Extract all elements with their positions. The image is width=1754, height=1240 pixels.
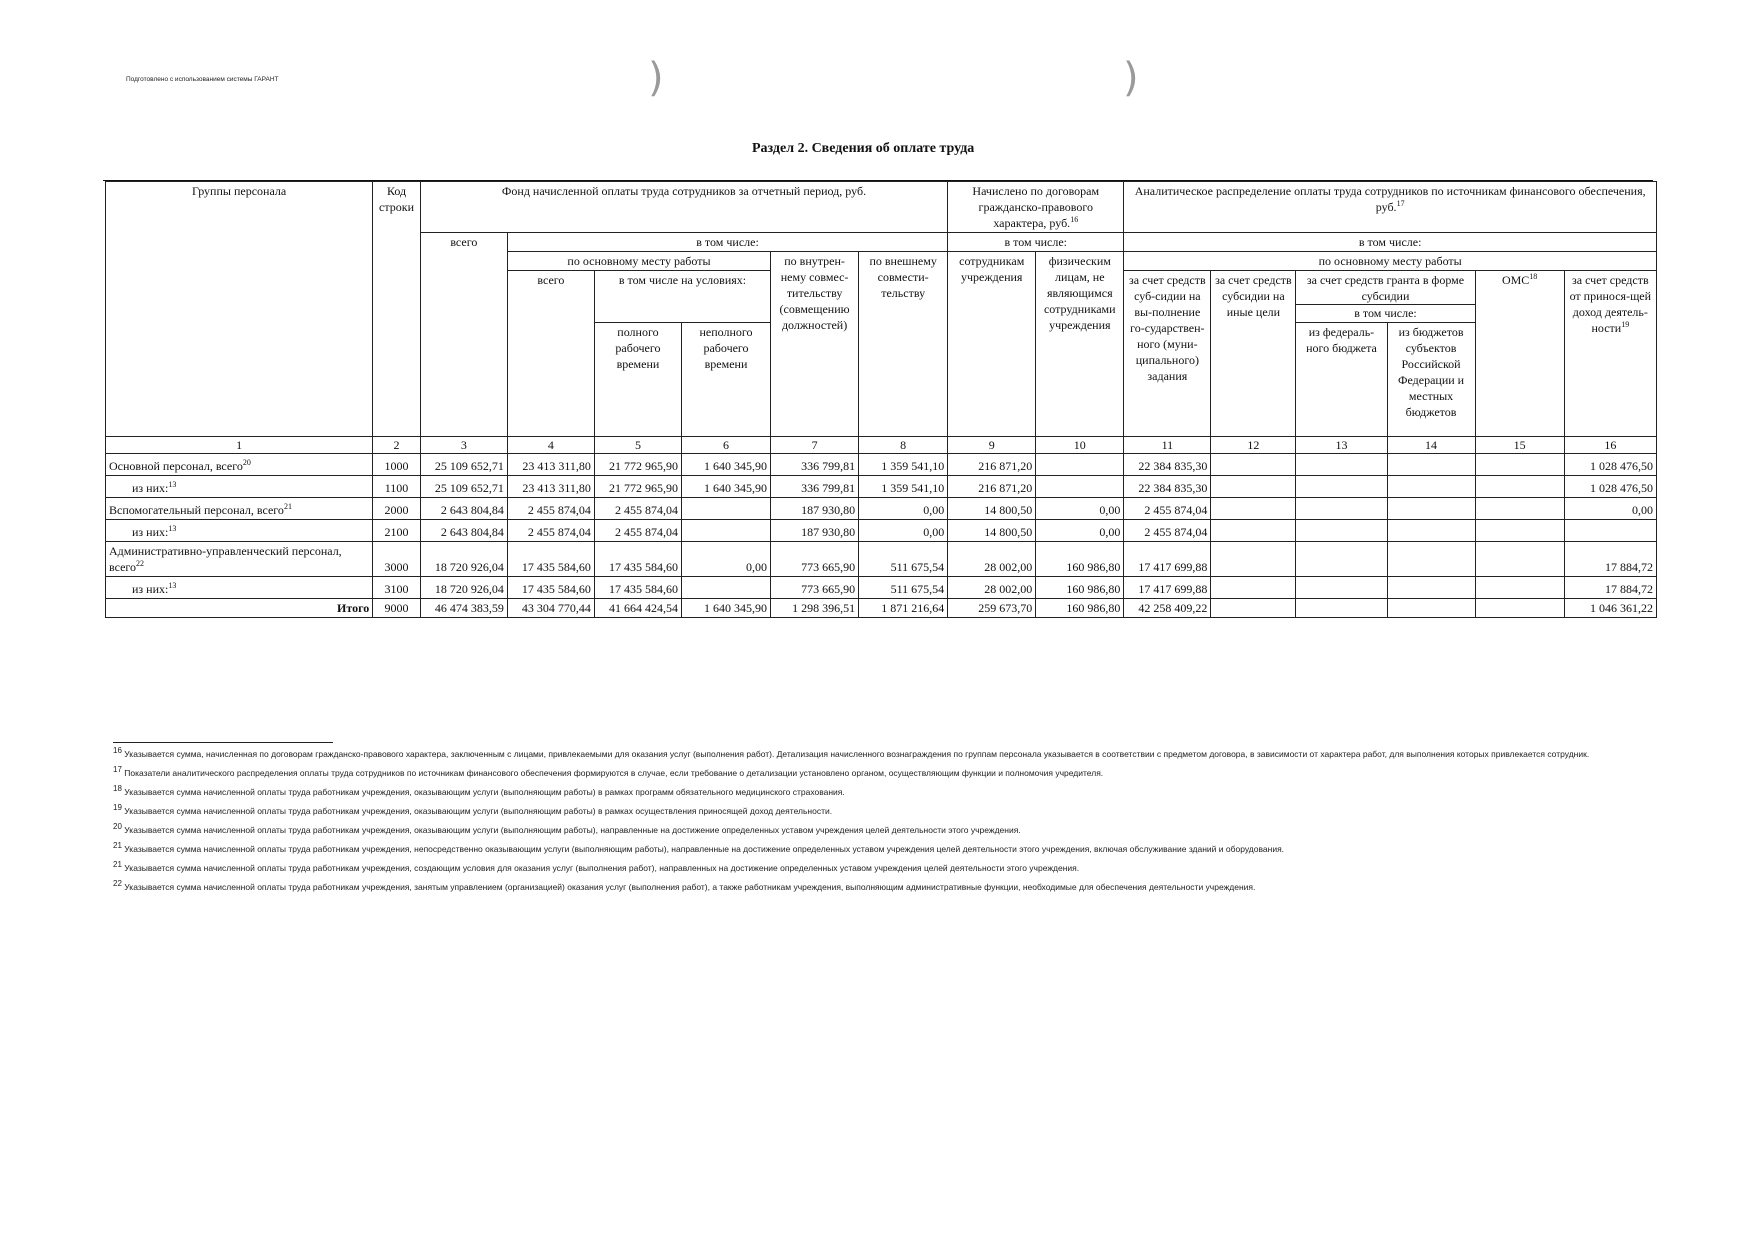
column-number: 6	[681, 437, 770, 454]
column-number: 11	[1124, 437, 1211, 454]
table-cell: 17 435 584,60	[507, 542, 594, 577]
punch-hole-mark: )	[1123, 55, 1139, 101]
row-label-text: из них:	[132, 582, 169, 596]
table-cell: 259 673,70	[948, 599, 1036, 618]
table-cell: 17 435 584,60	[594, 577, 681, 599]
column-number: 14	[1387, 437, 1475, 454]
row-code: 3000	[373, 542, 421, 577]
table-cell: 17 417 699,88	[1124, 542, 1211, 577]
table-cell: 18 720 926,04	[420, 542, 507, 577]
footnote-rule	[113, 742, 333, 743]
footnote	[113, 805, 1643, 818]
column-number: 2	[373, 437, 421, 454]
table-cell: 17 884,72	[1564, 542, 1656, 577]
header-incl: в том числе:	[507, 233, 947, 252]
footnote-number: 22	[113, 879, 122, 889]
table-cell	[1387, 520, 1475, 542]
table-cell: 2 643 804,84	[420, 498, 507, 520]
footnote	[113, 881, 1643, 894]
row-code: 3100	[373, 577, 421, 599]
table-cell: 1 046 361,22	[1564, 599, 1656, 618]
table-cell	[1211, 498, 1296, 520]
table-cell: 336 799,81	[771, 454, 859, 476]
table-cell	[1564, 520, 1656, 542]
row-code: 9000	[373, 599, 421, 618]
table-cell	[1296, 542, 1387, 577]
footnote-number: 18	[113, 784, 122, 794]
row-label	[106, 454, 373, 476]
table-cell: 23 413 311,80	[507, 454, 594, 476]
footnote-number: 21	[113, 860, 122, 870]
table-row	[106, 454, 1657, 476]
garant-header-note: Подготовлено с использованием системы ГАРАНТ	[126, 76, 279, 83]
header-incl-conditions: в том числе на условиях:	[594, 271, 770, 323]
table-cell: 1 871 216,64	[859, 599, 948, 618]
table-cell	[1475, 599, 1564, 618]
table-cell: 17 435 584,60	[594, 542, 681, 577]
footnote	[113, 786, 1643, 799]
table-cell: 28 002,00	[948, 542, 1036, 577]
footnote-number: 21	[113, 841, 122, 851]
table-cell: 1 640 345,90	[681, 476, 770, 498]
column-number: 3	[420, 437, 507, 454]
header-full-time: полного рабочего времени	[594, 323, 681, 437]
table-cell: 42 258 409,22	[1124, 599, 1211, 618]
table-cell	[1036, 454, 1124, 476]
table-cell	[1211, 577, 1296, 599]
column-number: 12	[1211, 437, 1296, 454]
table-cell: 1 359 541,10	[859, 476, 948, 498]
header-analytic-text: Аналитическое распределение оплаты труда сотрудников по источникам финансового обеспечения, руб.	[1134, 184, 1646, 214]
column-number: 16	[1564, 437, 1656, 454]
header-part-time: неполного рабочего времени	[681, 323, 770, 437]
row-label-text: из них:	[132, 481, 169, 495]
punch-hole-mark: )	[648, 55, 664, 101]
table-cell	[1296, 454, 1387, 476]
table-cell: 0,00	[859, 498, 948, 520]
row-label-text: Основной персонал, всего	[109, 459, 243, 473]
table-cell: 21 772 965,90	[594, 454, 681, 476]
header-total: всего	[420, 233, 507, 437]
column-number: 10	[1036, 437, 1124, 454]
header-employees: сотрудникам учреждения	[948, 252, 1036, 437]
row-label-text: Итого	[337, 601, 370, 615]
footnote-ref: 17	[1396, 199, 1405, 208]
footnote	[113, 843, 1643, 856]
table-cell	[1475, 454, 1564, 476]
table-cell: 2 455 874,04	[594, 520, 681, 542]
table-cell: 511 675,54	[859, 577, 948, 599]
header-main-place: по основному месту работы	[507, 252, 770, 271]
table-cell: 17 884,72	[1564, 577, 1656, 599]
table-body	[106, 454, 1657, 618]
table-cell	[1387, 599, 1475, 618]
footnote-text: Указывается сумма, начисленная по договорам гражданско-правового характера, заключенным с лицами, привлекаемыми для оказания услуг (выполнения работ). Детализация начисленного вознаграждения по группам персонала указывается в соответствии с предметом договора, в зависимости от характера работ, для выполнения которых привлекается сотрудник.	[124, 749, 1590, 759]
table-row	[106, 542, 1657, 577]
column-number: 9	[948, 437, 1036, 454]
header-analytic	[1124, 182, 1657, 233]
row-label-text: Административно-управленческий персонал, всего	[109, 544, 342, 574]
header-grant	[1296, 271, 1475, 323]
column-number-row	[106, 437, 1657, 454]
table-cell: 25 109 652,71	[420, 454, 507, 476]
footnote-text: Указывается сумма начисленной оплаты труда работникам учреждения, создающим условия для оказания услуг (выполнения работ), направленных на достижение определенных уставом учреждения целей деятельности этого учреждения.	[124, 863, 1080, 873]
row-code: 2000	[373, 498, 421, 520]
column-number: 15	[1475, 437, 1564, 454]
header-oms-text: ОМС	[1501, 273, 1530, 287]
table-cell	[1387, 542, 1475, 577]
column-number: 8	[859, 437, 948, 454]
header-contracts	[948, 182, 1124, 233]
header-subsidy-task: за счет средств суб-сидии на вы-полнение го-сударствен-ного (муни-ципального) задания	[1124, 271, 1211, 437]
table-cell: 41 664 424,54	[594, 599, 681, 618]
table-cell	[1475, 476, 1564, 498]
table-cell: 43 304 770,44	[507, 599, 594, 618]
table-row	[106, 498, 1657, 520]
section-title: Раздел 2. Сведения об оплате труда	[752, 141, 975, 156]
table-cell: 216 871,20	[948, 454, 1036, 476]
table-cell: 1 028 476,50	[1564, 454, 1656, 476]
table-cell: 1 028 476,50	[1564, 476, 1656, 498]
footnote-ref: 13	[168, 524, 177, 533]
table-row	[106, 577, 1657, 599]
header-main-place-analytic: по основному месту работы	[1124, 252, 1657, 271]
row-label-text: из них:	[132, 525, 169, 539]
table-cell: 2 455 874,04	[594, 498, 681, 520]
table-cell	[1296, 476, 1387, 498]
header-grant-text: за счет средств гранта в форме субсидии	[1306, 273, 1465, 303]
table-cell	[681, 520, 770, 542]
header-regional: из бюджетов субъектов Российской Федерации и местных бюджетов	[1387, 323, 1475, 437]
footnote	[113, 767, 1643, 780]
footnote-number: 16	[113, 746, 122, 756]
table-cell: 0,00	[859, 520, 948, 542]
column-number: 1	[106, 437, 373, 454]
table-cell: 1 298 396,51	[771, 599, 859, 618]
table-cell: 773 665,90	[771, 577, 859, 599]
header-federal: из федераль-ного бюджета	[1296, 323, 1387, 437]
table-cell: 1 359 541,10	[859, 454, 948, 476]
table-cell	[1036, 476, 1124, 498]
footnote-ref: 18	[1529, 272, 1538, 281]
table-cell	[1475, 542, 1564, 577]
table-cell: 0,00	[1564, 498, 1656, 520]
table-cell: 160 986,80	[1036, 542, 1124, 577]
table-header	[106, 182, 1657, 454]
header-oms	[1475, 271, 1564, 437]
table-cell: 773 665,90	[771, 542, 859, 577]
row-code: 2100	[373, 520, 421, 542]
footnote-text: Указывается сумма начисленной оплаты труда работникам учреждения, оказывающим услуги (выполняющим работы) в рамках программ обязательного медицинского страхования.	[124, 787, 845, 797]
row-label	[106, 542, 373, 577]
table-cell: 187 930,80	[771, 520, 859, 542]
footnote-text: Указывается сумма начисленной оплаты труда работникам учреждения, оказывающим услуги (выполняющим работы), направленные на достижение определенных уставом учреждения целей деятельности этого учреждения.	[124, 825, 1021, 835]
header-income-text: за счет средств от принося-щей доход деятель-ности	[1569, 273, 1652, 335]
table-cell: 22 384 835,30	[1124, 454, 1211, 476]
footnote-number: 20	[113, 822, 122, 832]
table-cell: 2 455 874,04	[507, 520, 594, 542]
table-cell: 511 675,54	[859, 542, 948, 577]
table-cell: 21 772 965,90	[594, 476, 681, 498]
table-cell: 22 384 835,30	[1124, 476, 1211, 498]
table-cell: 46 474 383,59	[420, 599, 507, 618]
footnote	[113, 824, 1643, 837]
footnote	[113, 862, 1643, 875]
table-cell	[1296, 599, 1387, 618]
row-label-text: Вспомогательный персонал, всего	[109, 503, 284, 517]
table-cell: 2 455 874,04	[507, 498, 594, 520]
header-incl-contracts: в том числе:	[948, 233, 1124, 252]
table-cell: 17 417 699,88	[1124, 577, 1211, 599]
header-groups: Группы персонала	[106, 182, 373, 437]
header-code: Код строки	[373, 182, 421, 437]
header-fund: Фонд начисленной оплаты труда сотрудников за отчетный период, руб.	[420, 182, 947, 233]
footnote-number: 17	[113, 765, 122, 775]
header-income	[1564, 271, 1656, 437]
table-cell: 25 109 652,71	[420, 476, 507, 498]
column-number: 7	[771, 437, 859, 454]
table-cell: 2 455 874,04	[1124, 498, 1211, 520]
table-cell: 160 986,80	[1036, 577, 1124, 599]
table-cell: 17 435 584,60	[507, 577, 594, 599]
header-contracts-text: Начислено по договорам гражданско-правового характера, руб.	[972, 184, 1100, 230]
table-row	[106, 476, 1657, 498]
table-cell: 14 800,50	[948, 498, 1036, 520]
row-label	[106, 498, 373, 520]
footnote-text: Указывается сумма начисленной оплаты труда работникам учреждения, непосредственно оказывающим услуги (выполняющим работы), направленные на достижение определенных уставом учреждения целей деятельности этого учреждения, включая обслуживание зданий и оборудования.	[124, 844, 1285, 854]
row-label	[106, 577, 373, 599]
table-row	[106, 520, 1657, 542]
table-cell: 1 640 345,90	[681, 599, 770, 618]
row-code: 1000	[373, 454, 421, 476]
table-cell: 0,00	[1036, 520, 1124, 542]
table-cell	[1387, 577, 1475, 599]
table-cell	[1211, 520, 1296, 542]
table-cell: 336 799,81	[771, 476, 859, 498]
footnote-ref: 21	[283, 502, 292, 511]
footnote-ref: 13	[168, 581, 177, 590]
table-cell	[1475, 520, 1564, 542]
footnote-ref: 19	[1621, 320, 1630, 329]
footnote-text: Указывается сумма начисленной оплаты труда работникам учреждения, занятым управлением (организацией) оказания услуг (выполнения работ), а также работникам учреждения, выполняющим административные функции, необходимые для обеспечения деятельности учреждения.	[124, 882, 1256, 892]
column-number: 4	[507, 437, 594, 454]
header-incl-analytic: в том числе:	[1124, 233, 1657, 252]
table-cell: 2 455 874,04	[1124, 520, 1211, 542]
header-individuals: физическим лицам, не являющимся сотрудниками учреждения	[1036, 252, 1124, 437]
footnote-number: 19	[113, 803, 122, 813]
payroll-table	[105, 181, 1657, 618]
table-cell	[1475, 577, 1564, 599]
table-cell: 0,00	[1036, 498, 1124, 520]
footnote-ref: 16	[1070, 215, 1079, 224]
table-cell	[1211, 599, 1296, 618]
table-cell: 14 800,50	[948, 520, 1036, 542]
table-cell	[1296, 577, 1387, 599]
row-label	[106, 476, 373, 498]
table-cell	[1296, 498, 1387, 520]
table-cell: 1 640 345,90	[681, 454, 770, 476]
table-row	[106, 599, 1657, 618]
table-cell	[681, 498, 770, 520]
table-cell: 160 986,80	[1036, 599, 1124, 618]
footnote-ref: 13	[168, 480, 177, 489]
table-cell	[1211, 542, 1296, 577]
table-cell: 18 720 926,04	[420, 577, 507, 599]
table-cell	[1211, 454, 1296, 476]
table-cell	[1387, 454, 1475, 476]
table-cell	[1475, 498, 1564, 520]
row-label	[106, 599, 373, 618]
header-internal: по внутрен-нему совмес-тительству (совмещению должностей)	[771, 252, 859, 437]
footnote-ref: 22	[136, 559, 145, 568]
header-incl-grant: в том числе:	[1296, 304, 1474, 321]
row-code: 1100	[373, 476, 421, 498]
footnote-ref: 20	[242, 458, 251, 467]
table-cell: 187 930,80	[771, 498, 859, 520]
table-cell: 216 871,20	[948, 476, 1036, 498]
row-label	[106, 520, 373, 542]
table-cell	[1387, 476, 1475, 498]
footnote-text: Показатели аналитического распределения оплаты труда сотрудников по источникам финансового обеспечения формируются в случае, если требование о детализации установлено органом, осуществляющим функции и полномочия учредителя.	[124, 768, 1104, 778]
column-number: 5	[594, 437, 681, 454]
header-total2: всего	[507, 271, 594, 437]
header-subsidy-other: за счет средств субсидии на иные цели	[1211, 271, 1296, 437]
table-cell	[1387, 498, 1475, 520]
column-number: 13	[1296, 437, 1387, 454]
footnote-text: Указывается сумма начисленной оплаты труда работникам учреждения, оказывающим услуги (выполняющим работы) в рамках осуществления приносящей доход деятельности.	[124, 806, 833, 816]
table-cell: 2 643 804,84	[420, 520, 507, 542]
table-cell: 28 002,00	[948, 577, 1036, 599]
footnotes	[113, 748, 1643, 900]
table-cell	[1211, 476, 1296, 498]
table-cell	[1296, 520, 1387, 542]
header-external: по внешнему совмести-тельству	[859, 252, 948, 437]
table-cell	[681, 577, 770, 599]
table-cell: 23 413 311,80	[507, 476, 594, 498]
footnote	[113, 748, 1643, 761]
table-cell: 0,00	[681, 542, 770, 577]
